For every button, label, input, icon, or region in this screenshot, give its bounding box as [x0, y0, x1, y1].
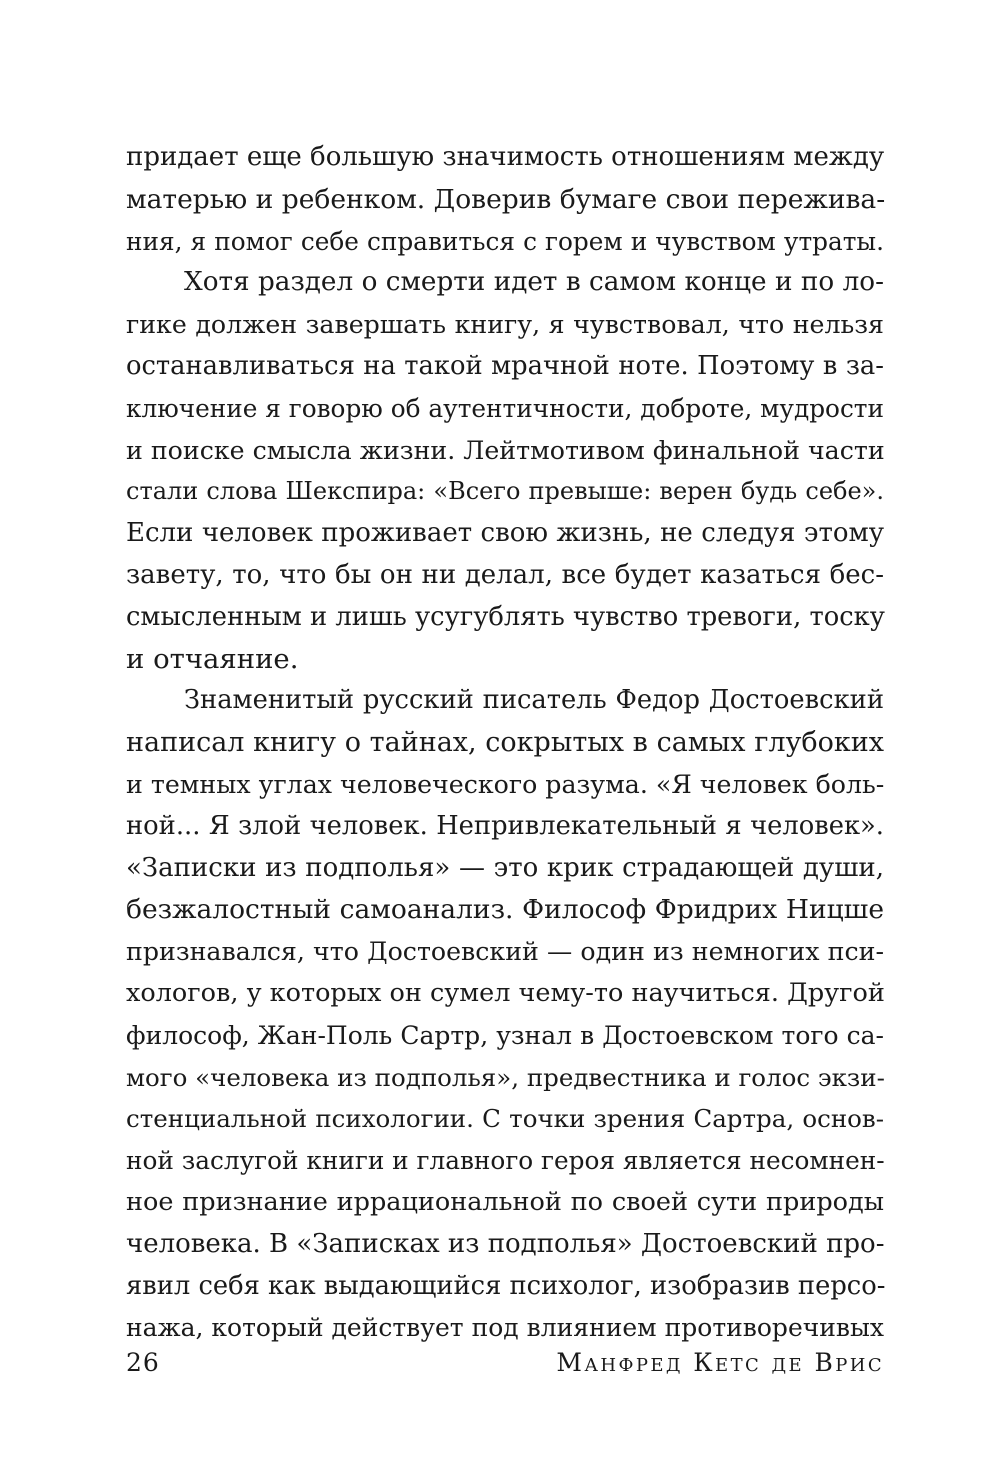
text-line: стали слова Шекспира: «Всего превыше: верен будь себе». [126, 477, 884, 506]
text-line: смысленным и лишь усугублять чувство тревоги, тоску [126, 601, 885, 632]
text-line: Хотя раздел о смерти идет в самом конце и по ло- [184, 267, 884, 298]
text-line: и темных углах человеческого разума. «Я человек боль- [126, 769, 885, 799]
text-line: и поиске смысла жизни. Лейтмотивом финальной части [126, 435, 885, 465]
text-line: явил себя как выдающийся психолог, изобразив персо- [126, 1270, 886, 1301]
text-line: и отчаяние. [126, 642, 299, 675]
text-line: стенциальной психологии. С точки зрения Сартра, основ- [126, 1104, 884, 1134]
text-line: мого «человека из подполья», предвестника и голос экзи- [126, 1062, 885, 1092]
text-line: написал книгу о тайнах, сокрытых в самых глубоких [126, 727, 884, 759]
text-line: человека. В «Записках из подполья» Достоевский про- [126, 1228, 885, 1259]
text-line: завету, то, что бы он ни делал, все будет казаться бес- [126, 559, 884, 590]
text-line: Знаменитый русский писатель Федор Достоевский [184, 685, 884, 716]
page-number: 26 [126, 1348, 160, 1377]
text-line: хологов, у которых он сумел чему-то научиться. Другой [126, 977, 885, 1008]
text-line: ния, я помог себе справиться с горем и чувством утраты. [126, 226, 884, 256]
text-line: «Записки из подполья» — это крик страдающей души, [126, 852, 884, 883]
text-line: ной... Я злой человек. Непривлекательный я человек». [126, 810, 884, 841]
text-line: признавался, что Достоевский — один из немногих пси- [126, 937, 884, 967]
text-line: придает еще большую значимость отношениям между [126, 142, 885, 172]
text-line: останавливаться на такой мрачной ноте. Поэтому в за- [126, 350, 884, 381]
text-line: Если человек проживает свою жизнь, не следуя этому [126, 518, 884, 549]
text-line: ной заслугой книги и главного героя является несомнен- [126, 1146, 885, 1176]
text-line: матерью и ребенком. Доверив бумаге свои пережива- [126, 183, 886, 215]
text-line: нажа, который действует под влиянием противоречивых [126, 1313, 884, 1343]
page-footer [126, 1343, 884, 1383]
running-head-author: Манфред Кетс де Врис [556, 1348, 884, 1377]
text-line: ключение я говорю об аутентичности, доброте, мудрости [126, 393, 884, 423]
text-line: ное признание иррациональной по своей сути природы [126, 1186, 884, 1217]
text-line: гике должен завершать книгу, я чувствовал, что нельзя [126, 310, 884, 340]
body-text [126, 137, 884, 1349]
text-line: философ, Жан-Поль Сартр, узнал в Достоевском того са- [126, 1020, 884, 1050]
text-line: безжалостный самоанализ. Философ Фридрих Ницше [126, 894, 884, 926]
